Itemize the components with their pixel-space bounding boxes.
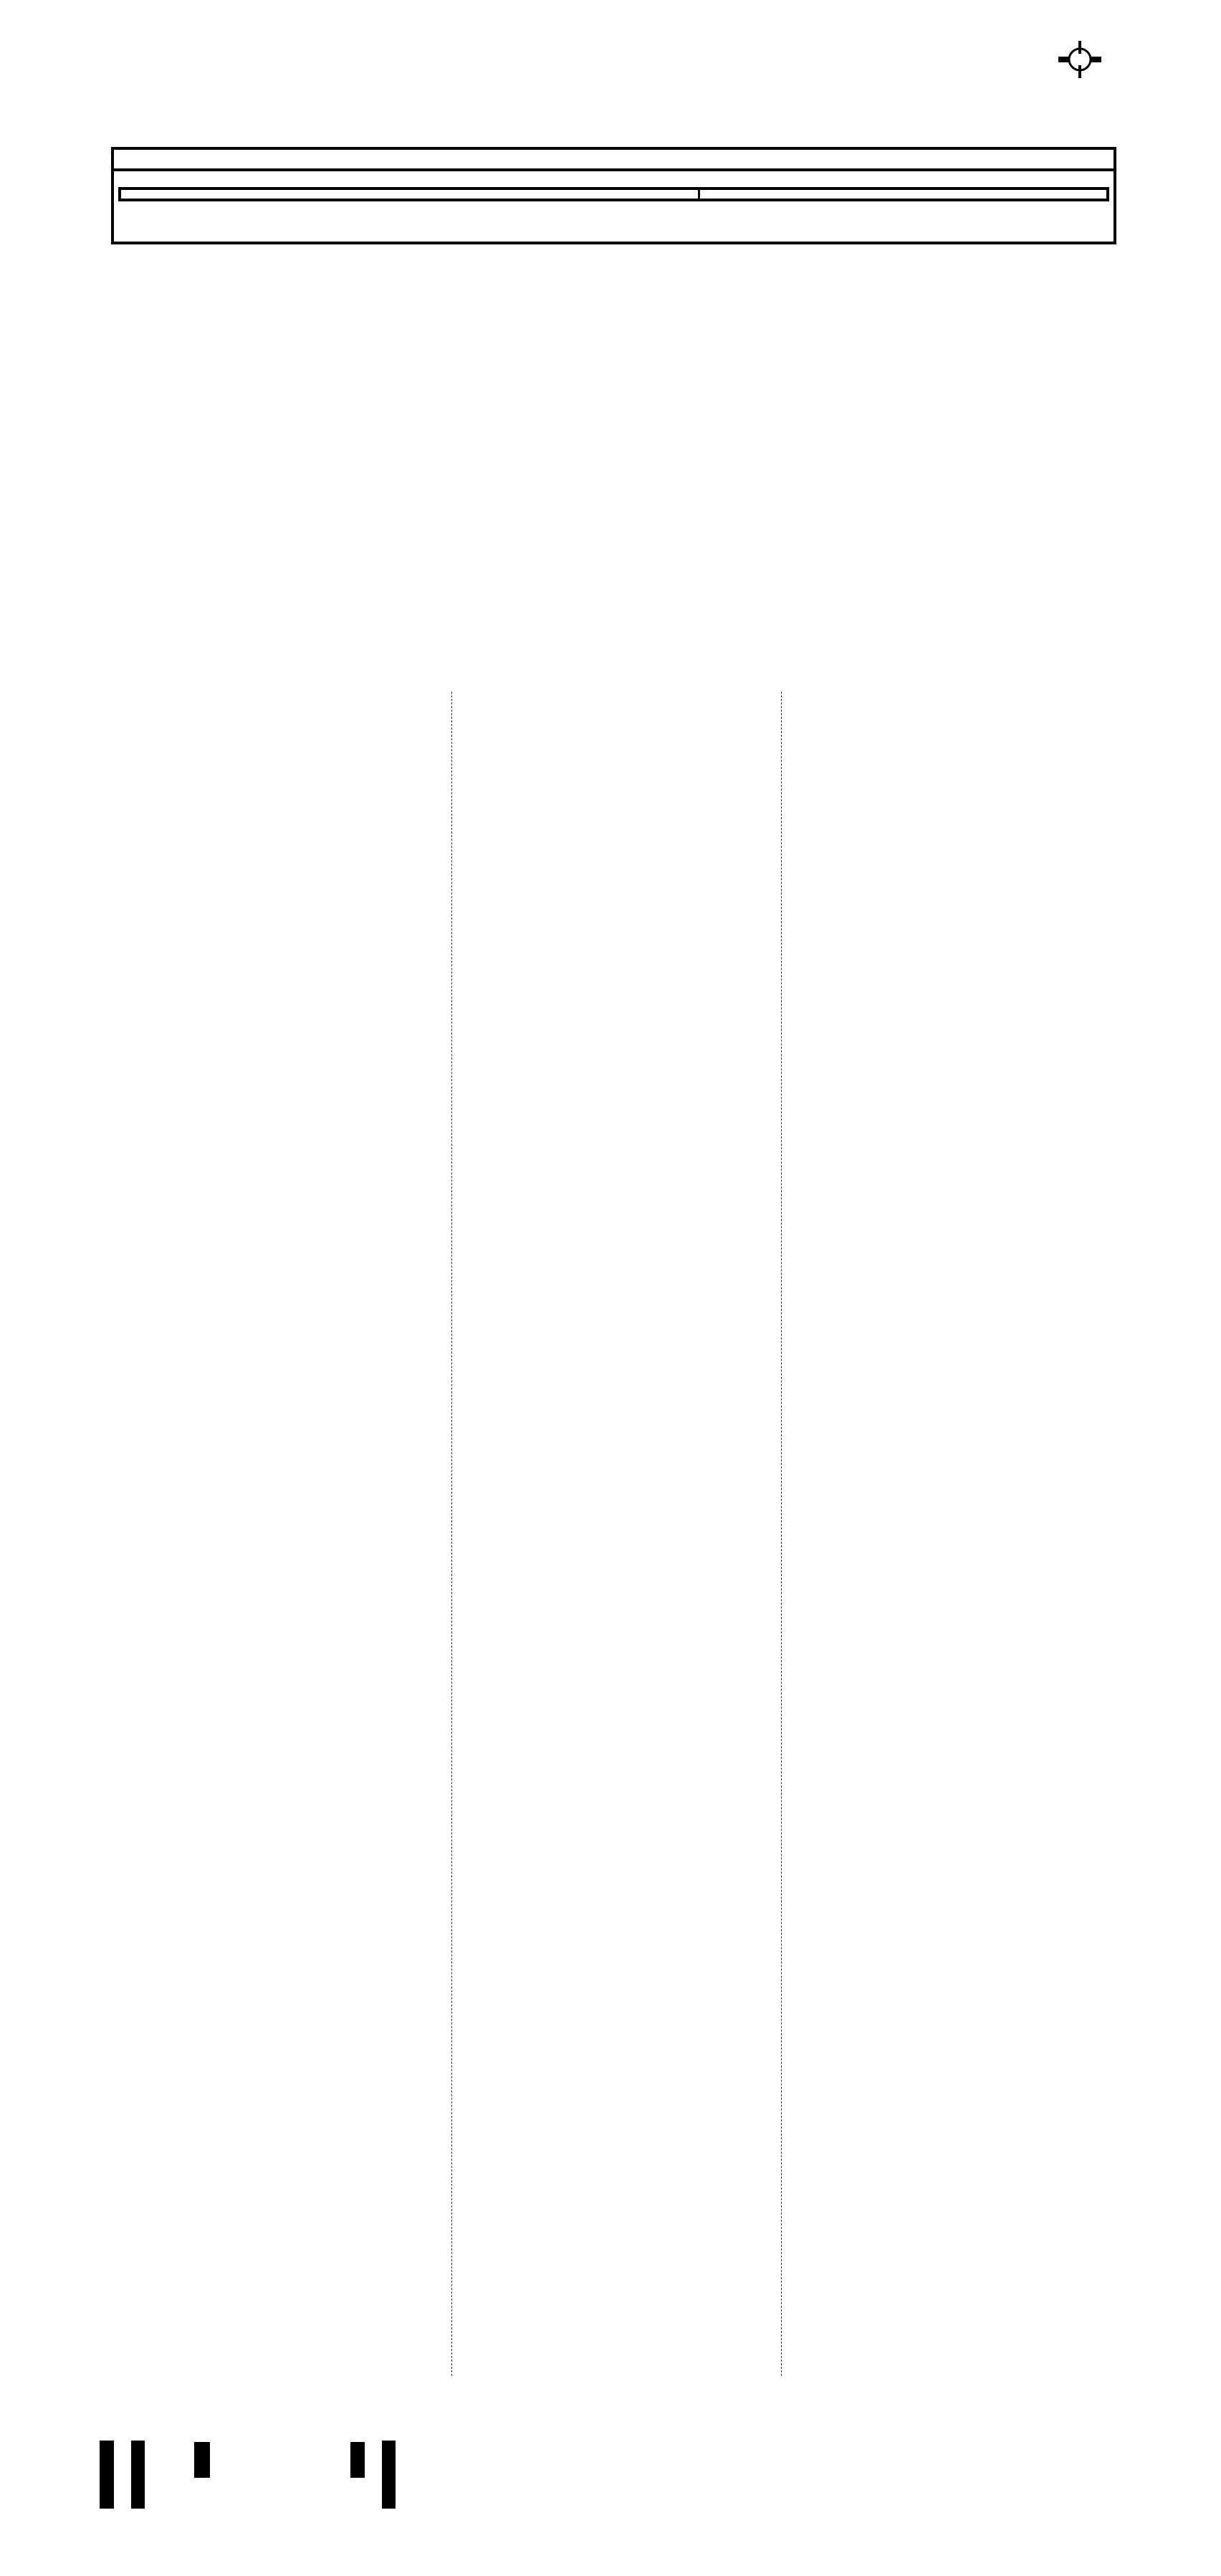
ballot-column-1 <box>115 688 448 707</box>
stub-barcode-bar <box>350 2442 365 2478</box>
column-divider-2 <box>781 692 782 2376</box>
mistake-instructions <box>114 201 1114 242</box>
stub-barcode-bar <box>382 2441 396 2509</box>
stub-barcode-bar <box>100 2441 114 2509</box>
warning-panel <box>700 190 1106 199</box>
ballot-header-box <box>111 147 1116 244</box>
crosshair-icon <box>1057 37 1103 86</box>
timing-strip-bottom <box>32 2523 1150 2575</box>
instructions-box <box>118 187 1109 201</box>
stub-barcode-bar <box>194 2442 210 2478</box>
column-divider-1 <box>451 692 453 2376</box>
county-header <box>114 150 1114 171</box>
to-vote-panel <box>121 190 700 199</box>
ballot-column-2 <box>459 688 777 714</box>
timing-strip-top <box>34 82 1186 133</box>
voter-fraud-oath <box>124 227 1103 232</box>
stub-barcode-bar <box>131 2441 145 2509</box>
